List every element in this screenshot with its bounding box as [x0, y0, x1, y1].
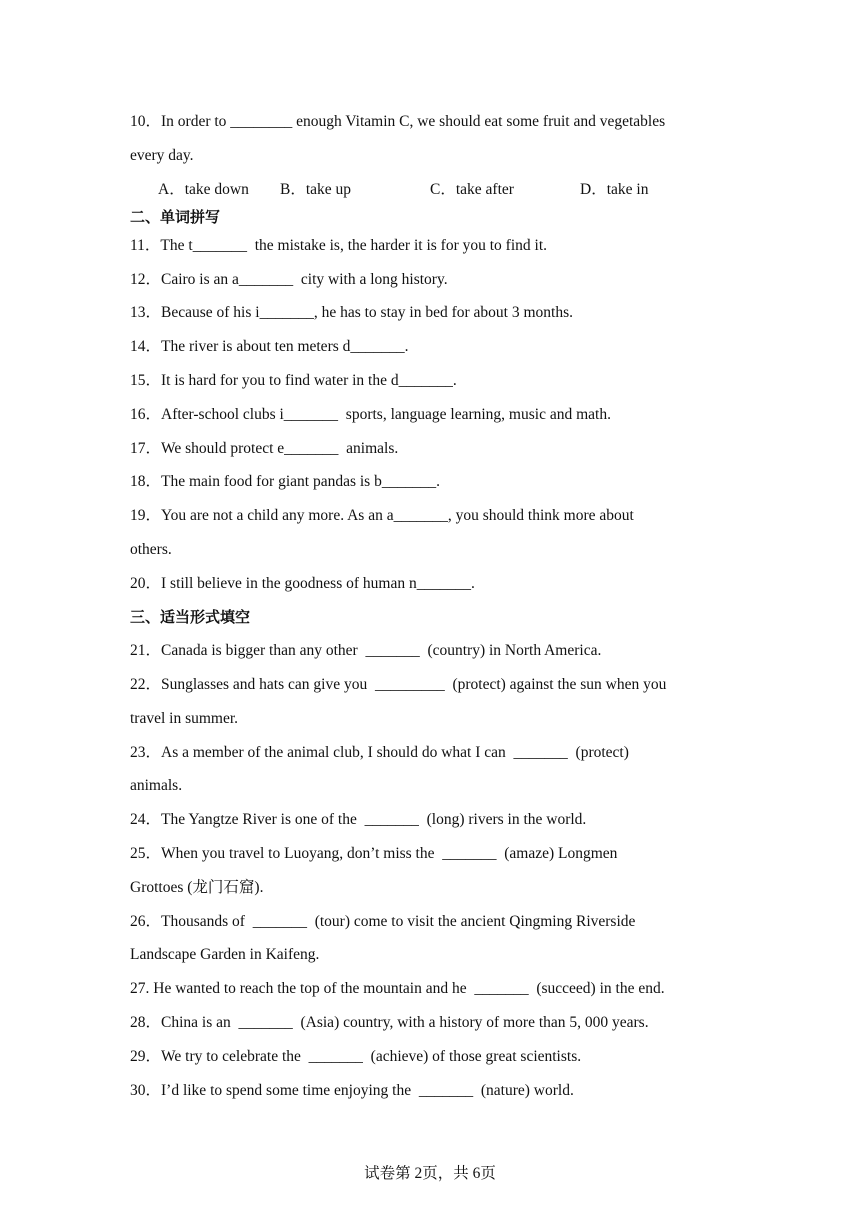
option-a: A．take down: [158, 181, 249, 198]
question-10-line-1: 10．In order to ________ enough Vitamin C, we should eat some fruit and vegetables: [130, 113, 666, 130]
question-line: 27. He wanted to reach the top of the mountain and he _______ (succeed) in the end.: [130, 980, 665, 997]
question-line: 19．You are not a child any more. As an a_______, you should think more about: [130, 507, 634, 524]
question-line: 23．As a member of the animal club, I should do what I can _______ (protect): [130, 744, 629, 761]
question-line-continued: travel in summer.: [130, 710, 239, 727]
question-line: 25．When you travel to Luoyang, don’t miss the _______ (amaze) Longmen: [130, 845, 618, 862]
question-line-continued: Landscape Garden in Kaifeng.: [130, 946, 320, 963]
question-line: 12．Cairo is an a_______ city with a long history.: [130, 271, 448, 288]
question-line: 30．I’d like to spend some time enjoying the _______ (nature) world.: [130, 1082, 574, 1099]
question-10-line-2: every day.: [130, 147, 194, 164]
question-line: 20．I still believe in the goodness of human n_______.: [130, 575, 475, 592]
question-line: 24．The Yangtze River is one of the _______ (long) rivers in the world.: [130, 811, 587, 828]
question-line: 17．We should protect e_______ animals.: [130, 440, 399, 457]
section-heading-spelling: 二、单词拼写: [130, 208, 221, 226]
question-line: 26．Thousands of _______ (tour) come to visit the ancient Qingming Riverside: [130, 913, 636, 930]
question-line: 29．We try to celebrate the _______ (achieve) of those great scientists.: [130, 1048, 582, 1065]
question-line: 13．Because of his i_______, he has to stay in bed for about 3 months.: [130, 304, 573, 321]
question-line: 18．The main food for giant pandas is b_______.: [130, 473, 440, 490]
option-c: C．take after: [430, 181, 514, 198]
question-line: 22．Sunglasses and hats can give you _________ (protect) against the sun when you: [130, 676, 667, 693]
option-d: D．take in: [580, 181, 649, 198]
question-line: 11．The t_______ the mistake is, the harder it is for you to find it.: [130, 237, 547, 254]
question-line: 15．It is hard for you to find water in the d_______.: [130, 372, 457, 389]
question-line: 21．Canada is bigger than any other _______ (country) in North America.: [130, 642, 602, 659]
section-heading-forms: 三、适当形式填空: [130, 608, 251, 626]
question-line: 14．The river is about ten meters d_______.: [130, 338, 409, 355]
question-line-continued: others.: [130, 541, 172, 558]
option-b: B．take up: [280, 181, 352, 198]
question-line-continued: Grottoes (龙门石窟).: [130, 879, 264, 896]
page-footer: 试卷第 2页，共 6页: [364, 1165, 496, 1182]
question-line-continued: animals.: [130, 777, 183, 794]
question-line: 28．China is an _______ (Asia) country, with a history of more than 5, 000 years.: [130, 1014, 649, 1031]
question-line: 16．After-school clubs i_______ sports, language learning, music and math.: [130, 406, 611, 423]
